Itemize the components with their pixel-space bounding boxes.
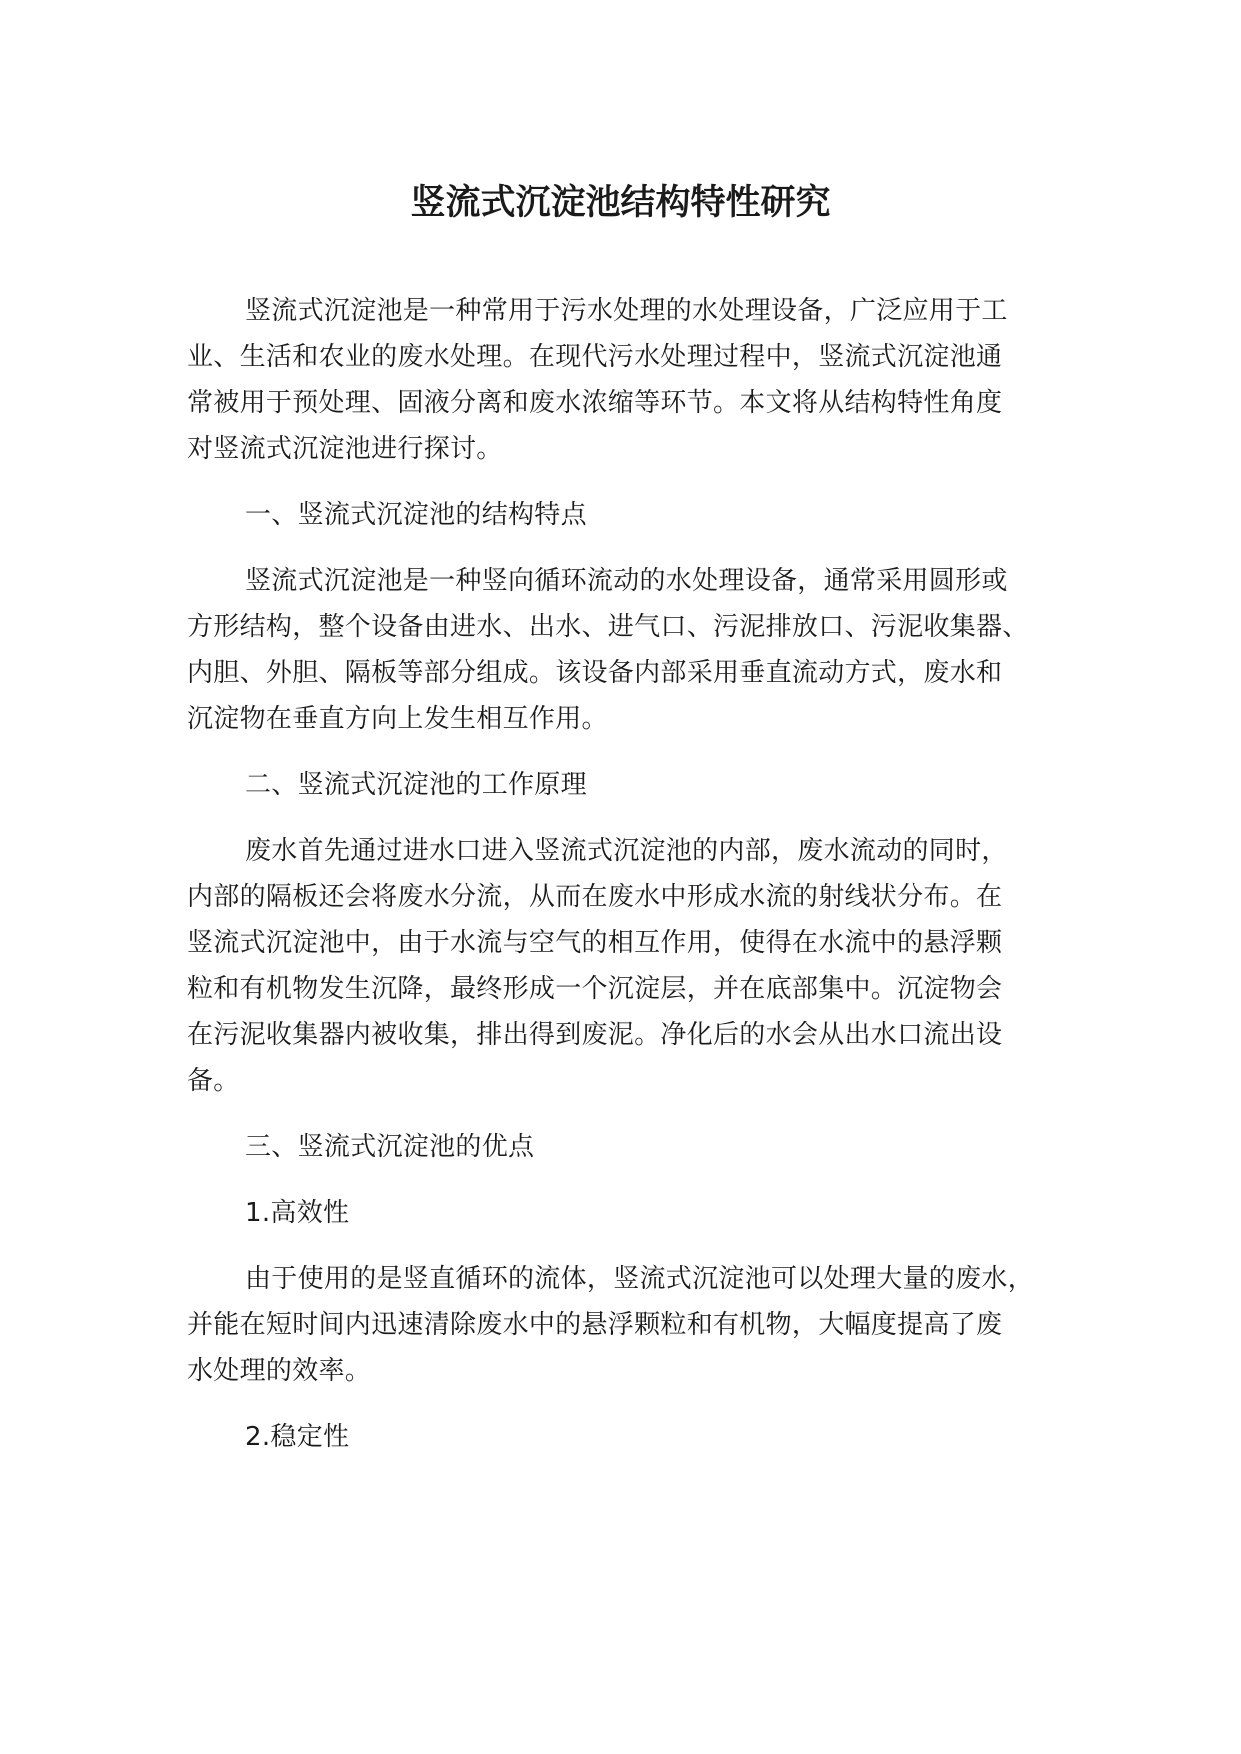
intro-paragraph: 竖流式沉淀池是一种常用于污水处理的水处理设备，广泛应用于工 业、生活和农业的废水处理。在现代污水处理过程中，竖流式沉淀池通 常被用于预处理、固液分离和废水浓缩等环节。本文将从结构特性角度 对竖流式沉淀池进行探讨。	[187, 296, 1008, 464]
principle-paragraph: 废水首先通过进水口进入竖流式沉淀池的内部，废水流动的同时， 内部的隔板还会将废水分流，从而在废水中形成水流的射线状分布。在 竖流式沉淀池中，由于水流与空气的相互作用，使得在水流中的悬浮颗 粒和有机物发生沉降，最终形成一个沉淀层，并在底部集中。沉淀物会 在污泥收集器内被收集，排出得到废泥。净化后的水会从出水口流出设 备。	[187, 836, 1008, 1096]
document-body	[187, 288, 1087, 1460]
subheading-efficiency: 1.高效性	[245, 1198, 350, 1228]
document-title: 竖流式沉淀池结构特性研究	[410, 183, 831, 223]
section-heading-advantages: 三、竖流式沉淀池的优点	[245, 1132, 535, 1162]
section-heading-principle: 二、竖流式沉淀池的工作原理	[245, 770, 587, 800]
section-heading-structure: 一、竖流式沉淀池的结构特点	[245, 500, 587, 530]
efficiency-paragraph: 由于使用的是竖直循环的流体，竖流式沉淀池可以处理大量的废水， 并能在短时间内迅速清除废水中的悬浮颗粒和有机物，大幅度提高了废 水处理的效率。	[187, 1264, 1035, 1386]
structure-paragraph: 竖流式沉淀池是一种竖向循环流动的水处理设备，通常采用圆形或 方形结构，整个设备由进水、出水、进气口、污泥排放口、污泥收集器、 内胆、外胆、隔板等部分组成。该设备内部采用垂直流动方式，废水和 沉淀物在垂直方向上发生相互作用。	[187, 566, 1029, 734]
subheading-stability: 2.稳定性	[245, 1422, 350, 1452]
